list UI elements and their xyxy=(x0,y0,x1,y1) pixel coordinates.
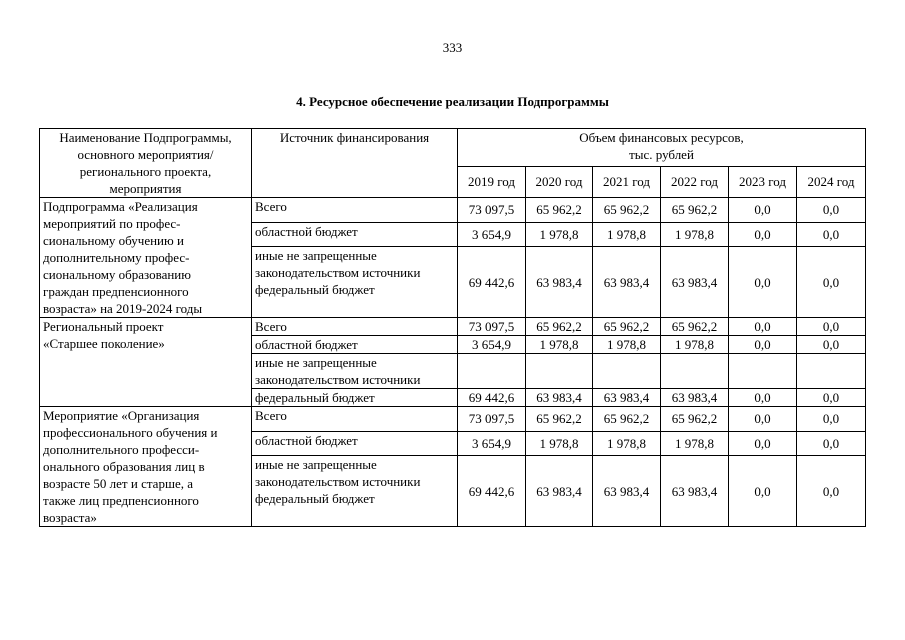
row-name-line: сиональному обучению и xyxy=(43,233,184,248)
value-cell: 69 442,6 xyxy=(458,456,526,527)
value-cell: 0,0 xyxy=(797,431,866,456)
row-name-line: возраста» xyxy=(43,510,97,525)
value-cell: 0,0 xyxy=(729,198,797,223)
value-cell: 69 442,6 xyxy=(458,247,526,318)
table-body xyxy=(40,198,866,527)
table-row xyxy=(40,407,866,432)
value-cell: 63 983,4 xyxy=(526,389,593,407)
table-row xyxy=(40,198,866,223)
value-cell: 3 654,9 xyxy=(458,336,526,354)
row-name-cell xyxy=(40,407,252,527)
source-line: федеральный бюджет xyxy=(255,282,375,298)
value-cell xyxy=(458,354,526,389)
value-cell: 1 978,8 xyxy=(593,336,661,354)
source-line: иные не запрещенные xyxy=(255,355,377,370)
header-volume-column xyxy=(458,129,866,167)
value-cell xyxy=(729,354,797,389)
value-cell: 0,0 xyxy=(729,336,797,354)
value-cell: 1 978,8 xyxy=(526,336,593,354)
source-line: законодательством источники xyxy=(255,372,421,387)
section-title: 4. Ресурсное обеспечение реализации Подпрограммы xyxy=(296,94,609,109)
value-cell: 65 962,2 xyxy=(526,318,593,336)
header-name-column xyxy=(40,129,252,198)
header-year: 2020 год xyxy=(526,166,593,197)
page-number: 333 xyxy=(442,40,463,55)
value-cell: 3 654,9 xyxy=(458,431,526,456)
source-line: Всего xyxy=(255,408,287,423)
header-year: 2021 год xyxy=(593,166,661,197)
value-cell: 0,0 xyxy=(729,456,797,527)
row-name-line: Мероприятие «Организация xyxy=(43,408,200,423)
value-cell: 0,0 xyxy=(797,336,866,354)
value-cell: 63 983,4 xyxy=(661,456,729,527)
source-line: Всего xyxy=(255,199,287,214)
value-cell xyxy=(661,354,729,389)
source-line: законодательством источники xyxy=(255,474,421,490)
source-line: Всего xyxy=(255,319,287,334)
value-cell: 0,0 xyxy=(797,389,866,407)
source-line: иные не запрещенные xyxy=(255,457,377,473)
value-cell: 1 978,8 xyxy=(593,222,661,247)
value-cell: 0,0 xyxy=(729,318,797,336)
value-cell: 1 978,8 xyxy=(661,336,729,354)
value-cell: 0,0 xyxy=(797,318,866,336)
header-name-line: мероприятия xyxy=(109,181,182,196)
value-cell: 65 962,2 xyxy=(593,318,661,336)
value-cell: 63 983,4 xyxy=(526,456,593,527)
row-name-line: возрасте 50 лет и старше, а xyxy=(43,476,194,491)
value-cell: 0,0 xyxy=(797,222,866,247)
value-cell: 65 962,2 xyxy=(661,407,729,432)
financing-table xyxy=(39,128,866,527)
row-name-line: возраста» на 2019-2024 годы xyxy=(43,301,203,316)
row-name-line: граждан предпенсионного xyxy=(43,284,189,299)
value-cell: 69 442,6 xyxy=(458,389,526,407)
row-name-line: «Старшее поколение» xyxy=(43,336,165,351)
header-year: 2024 год xyxy=(797,166,866,197)
value-cell: 63 983,4 xyxy=(593,389,661,407)
row-name-line: Подпрограмма «Реализация xyxy=(43,199,198,214)
source-cell xyxy=(252,431,458,456)
value-cell: 73 097,5 xyxy=(458,198,526,223)
row-name-line: онального образования лиц в xyxy=(43,459,205,474)
source-line: федеральный бюджет xyxy=(255,491,375,507)
header-volume-line: тыс. рублей xyxy=(629,147,694,162)
value-cell: 0,0 xyxy=(797,407,866,432)
source-line: областной бюджет xyxy=(255,223,358,239)
value-cell: 3 654,9 xyxy=(458,222,526,247)
value-cell: 0,0 xyxy=(729,431,797,456)
header-year: 2023 год xyxy=(729,166,797,197)
header-year: 2019 год xyxy=(458,166,526,197)
header-year: 2022 год xyxy=(661,166,729,197)
source-cell xyxy=(252,318,458,336)
value-cell: 73 097,5 xyxy=(458,318,526,336)
value-cell: 65 962,2 xyxy=(593,198,661,223)
value-cell: 65 962,2 xyxy=(661,318,729,336)
value-cell: 65 962,2 xyxy=(526,407,593,432)
header-name-line: Наименование Подпрограммы, xyxy=(59,130,232,145)
source-line: областной бюджет xyxy=(255,337,358,352)
source-cell xyxy=(252,336,458,354)
header-name-line: регионального проекта, xyxy=(79,164,212,179)
value-cell: 63 983,4 xyxy=(661,247,729,318)
row-name-line: профессионального обучения и xyxy=(43,425,218,440)
value-cell: 65 962,2 xyxy=(661,198,729,223)
value-cell: 65 962,2 xyxy=(526,198,593,223)
header-volume-line: Объем финансовых ресурсов, xyxy=(579,130,744,145)
value-cell: 1 978,8 xyxy=(661,222,729,247)
source-line: законодательством источники xyxy=(255,265,421,281)
source-line: иные не запрещенные xyxy=(255,248,377,264)
value-cell: 1 978,8 xyxy=(526,222,593,247)
source-cell xyxy=(252,354,458,389)
row-name-cell xyxy=(40,198,252,318)
source-cell xyxy=(252,247,458,318)
source-line: областной бюджет xyxy=(255,432,358,448)
value-cell xyxy=(526,354,593,389)
row-name-line: сиональному образованию xyxy=(43,267,191,282)
value-cell: 0,0 xyxy=(729,247,797,318)
value-cell xyxy=(797,354,866,389)
value-cell: 0,0 xyxy=(797,247,866,318)
source-cell xyxy=(252,198,458,223)
value-cell: 0,0 xyxy=(729,389,797,407)
header-source-column: Источник финансирования xyxy=(252,129,458,198)
value-cell xyxy=(593,354,661,389)
value-cell: 1 978,8 xyxy=(661,431,729,456)
table-header xyxy=(40,129,866,198)
value-cell: 73 097,5 xyxy=(458,407,526,432)
value-cell: 1 978,8 xyxy=(526,431,593,456)
source-cell xyxy=(252,407,458,432)
source-line: федеральный бюджет xyxy=(255,390,375,405)
source-cell xyxy=(252,222,458,247)
source-cell xyxy=(252,389,458,407)
value-cell: 0,0 xyxy=(729,407,797,432)
value-cell: 0,0 xyxy=(797,456,866,527)
row-name-line: дополнительного професси- xyxy=(43,442,200,457)
header-name-line: основного мероприятия/ xyxy=(77,147,214,162)
source-cell xyxy=(252,456,458,527)
value-cell: 63 983,4 xyxy=(661,389,729,407)
value-cell: 1 978,8 xyxy=(593,431,661,456)
row-name-line: также лиц предпенсионного xyxy=(43,493,199,508)
value-cell: 65 962,2 xyxy=(593,407,661,432)
value-cell: 63 983,4 xyxy=(593,247,661,318)
row-name-cell xyxy=(40,318,252,407)
value-cell: 0,0 xyxy=(729,222,797,247)
value-cell: 63 983,4 xyxy=(526,247,593,318)
row-name-line: дополнительному профес- xyxy=(43,250,190,265)
table-row xyxy=(40,318,866,336)
value-cell: 0,0 xyxy=(797,198,866,223)
value-cell: 63 983,4 xyxy=(593,456,661,527)
row-name-line: Региональный проект xyxy=(43,319,164,334)
row-name-line: мероприятий по профес- xyxy=(43,216,181,231)
